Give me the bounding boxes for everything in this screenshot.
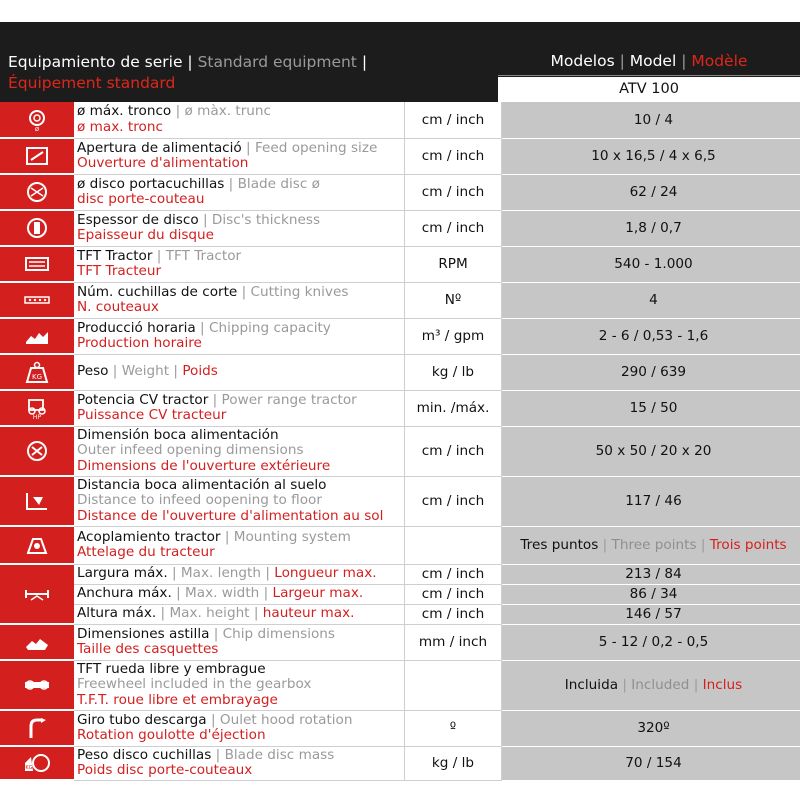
spec-value: 1,8 / 0,7 — [502, 210, 800, 246]
label-fr: Taille des casquettes — [77, 641, 219, 657]
svg-text:HP: HP — [32, 414, 42, 420]
label-fr: Poids — [182, 363, 218, 380]
spec-unit: cm / inch — [405, 564, 502, 584]
header-bar — [0, 22, 800, 102]
hood-rotation-icon — [23, 716, 51, 740]
spec-label: ø disco portacuchillas | Blade disc ø disc porte-couteau — [74, 174, 405, 210]
spec-row — [0, 604, 800, 624]
svg-text:KG: KG — [31, 373, 43, 381]
spec-row — [0, 710, 800, 746]
svg-text:KG: KG — [25, 765, 33, 771]
spec-unit: m³ / gpm — [405, 318, 502, 354]
spec-unit: RPM — [405, 246, 502, 282]
label-es: Largura máx. — [77, 565, 168, 582]
label-fr: hauteur max. — [262, 605, 355, 622]
label-es: Giro tubo descarga — [77, 711, 207, 728]
spec-row — [0, 318, 800, 354]
label-es: Altura máx. — [77, 605, 157, 622]
label-fr: Poids disc porte-couteaux — [77, 762, 253, 778]
spec-label: ø máx. tronco | ø màx. trunc ø max. tronc — [74, 102, 405, 138]
label-fr: Attelage du tracteur — [77, 544, 215, 560]
label-en: Max. width — [185, 585, 260, 602]
spec-row — [0, 174, 800, 210]
spec-label — [74, 476, 405, 526]
blade-disc-icon — [23, 180, 51, 204]
label-fr: TFT Tracteur — [77, 263, 162, 279]
spec-label — [74, 660, 405, 710]
spec-row — [0, 246, 800, 282]
heading-fr: Équipement standard — [8, 74, 176, 92]
infeed-floor-distance-icon — [23, 489, 51, 513]
spec-label: Acoplamiento tractor | Mounting system Attelage du tracteur — [74, 526, 405, 564]
spec-value: 117 / 46 — [502, 476, 800, 526]
label-fr: Epaisseur du disque — [77, 227, 215, 243]
label-en: ø màx. trunc — [184, 103, 272, 120]
equipment-heading: Equipamiento de serie | Standard equipment | Équipement standard — [8, 53, 368, 92]
spec-value: 2 - 6 / 0,53 - 1,6 — [502, 318, 800, 354]
spec-sheet — [0, 22, 800, 780]
spec-label: TFT Tractor | TFT Tractor TFT Tracteur — [74, 246, 405, 282]
trunk-diameter-icon — [23, 108, 51, 132]
label-en: Max. length — [180, 565, 261, 582]
label-fr: Production horaire — [77, 335, 202, 351]
spec-value: 50 x 50 / 20 x 20 — [502, 426, 800, 476]
spec-value: 15 / 50 — [502, 390, 800, 426]
label-fr: disc porte-couteau — [77, 191, 205, 207]
feed-opening-icon — [23, 144, 51, 168]
label-fr: Largeur max. — [272, 585, 364, 602]
label-en: Blade disc mass — [224, 746, 335, 763]
label-es: Producció horaria — [77, 319, 196, 336]
header-divider — [498, 75, 800, 76]
spec-value: 70 / 154 — [502, 746, 800, 780]
spec-value: 10 / 4 — [502, 102, 800, 138]
spec-unit: cm / inch — [405, 138, 502, 174]
label-es: Dimensiones astilla — [77, 625, 210, 642]
spec-unit: min. /máx. — [405, 390, 502, 426]
spec-row — [0, 624, 800, 660]
label-fr: Rotation goulotte d'éjection — [77, 727, 266, 743]
dimensions-icon — [23, 582, 51, 606]
spec-label — [74, 426, 405, 476]
label-fr: T.F.T. roue libre et embrayage — [77, 691, 278, 708]
spec-value: 320º — [502, 710, 800, 746]
spec-unit — [405, 660, 502, 710]
freewheel-icon — [23, 673, 51, 697]
label-es: Potencia CV tractor — [77, 391, 209, 408]
spec-label: Giro tubo descarga | Oulet hood rotation Rotation goulotte d'éjection — [74, 710, 405, 746]
label-es: Espessor de disco — [77, 211, 199, 228]
label-en: Chipping capacity — [208, 319, 331, 336]
heading-es: Equipamiento de serie — [8, 53, 183, 71]
chipping-capacity-icon — [23, 324, 51, 348]
disc-thickness-icon — [23, 216, 51, 240]
chip-dimensions-icon — [23, 630, 51, 654]
label-en: Feed opening size — [254, 139, 378, 156]
label-en: Outer infeed opening dimensions — [77, 442, 304, 459]
heading-en: Standard equipment — [197, 53, 357, 71]
label-en: Blade disc ø — [237, 175, 320, 192]
spec-label: Dimensiones astilla | Chip dimensions Taille des casquettes — [74, 624, 405, 660]
blade-disc-mass-icon — [23, 751, 51, 775]
spec-row — [0, 584, 800, 604]
models-heading: Modelos | Model | Modèle — [550, 52, 748, 70]
spec-row — [0, 390, 800, 426]
spec-value: 4 — [502, 282, 800, 318]
label-es: Peso disco cuchillas — [77, 746, 212, 763]
label-es: TFT Tractor — [77, 247, 153, 264]
outer-infeed-icon — [23, 439, 51, 463]
spec-row — [0, 476, 800, 526]
spec-unit: cm / inch — [405, 604, 502, 624]
label-en: Cutting knives — [250, 283, 349, 300]
spec-label: Espessor de disco | Disc's thickness Epaisseur du disque — [74, 210, 405, 246]
spec-label: Núm. cuchillas de corte | Cutting knives N. couteaux — [74, 282, 405, 318]
spec-unit: mm / inch — [405, 624, 502, 660]
spec-unit: cm / inch — [405, 174, 502, 210]
label-es: Distancia boca alimentación al suelo — [77, 476, 327, 493]
spec-row — [0, 102, 800, 138]
label-fr: N. couteaux — [77, 299, 159, 315]
spec-label: Peso | Weight | Poids — [74, 354, 405, 390]
label-es: Anchura máx. — [77, 585, 172, 602]
label-fr: Distance de l'ouverture d'alimentation au sol — [77, 507, 384, 524]
label-en: Mounting system — [233, 528, 351, 545]
label-en: Chip dimensions — [222, 625, 336, 642]
spec-label: Apertura de alimentació | Feed opening size Ouverture d'alimentation — [74, 138, 405, 174]
spec-unit — [405, 526, 502, 564]
spec-row — [0, 210, 800, 246]
label-es: Acoplamiento tractor — [77, 528, 221, 545]
cutting-knives-icon — [23, 288, 51, 312]
spec-unit: cm / inch — [405, 210, 502, 246]
spec-value: 146 / 57 — [502, 604, 800, 624]
spec-value: 62 / 24 — [502, 174, 800, 210]
label-es: ø disco portacuchillas — [77, 175, 225, 192]
label-en: TFT Tractor — [165, 247, 242, 264]
spec-value: 540 - 1.000 — [502, 246, 800, 282]
spec-value: 213 / 84 — [502, 564, 800, 584]
label-en: Distance to infeed oopening to floor — [77, 492, 322, 509]
spec-unit: kg / lb — [405, 746, 502, 780]
svg-text:ø: ø — [34, 124, 40, 132]
spec-label: Anchura máx. | Max. width | Largeur max. — [74, 584, 405, 604]
spec-row — [0, 426, 800, 476]
spec-label: Producció horaria | Chipping capacity Production horaire — [74, 318, 405, 354]
model-name: ATV 100 — [498, 77, 800, 102]
spec-unit: º — [405, 710, 502, 746]
spec-unit: cm / inch — [405, 102, 502, 138]
label-en: Max. height — [169, 605, 250, 622]
spec-label: Peso disco cuchillas | Blade disc mass Poids disc porte-couteaux — [74, 746, 405, 780]
label-en: Power range tractor — [221, 391, 357, 408]
tractor-pto-icon — [23, 252, 51, 276]
mounting-system-icon — [23, 533, 51, 557]
label-es: TFT rueda libre y embrague — [77, 660, 266, 677]
label-es: Núm. cuchillas de corte — [77, 283, 238, 300]
label-fr: Puissance CV tracteur — [77, 407, 227, 423]
spec-table — [0, 102, 800, 781]
tractor-power-icon — [23, 396, 51, 420]
label-fr: Dimensions de l'ouverture extérieure — [77, 457, 331, 474]
label-es: Apertura de alimentació — [77, 139, 242, 156]
label-fr: Longueur max. — [274, 565, 377, 582]
label-es: Peso — [77, 363, 109, 380]
spec-unit: cm / inch — [405, 476, 502, 526]
spec-row — [0, 138, 800, 174]
spec-unit: cm / inch — [405, 426, 502, 476]
spec-value: Tres puntos | Three points | Trois points — [502, 526, 800, 564]
weight-icon — [23, 360, 51, 384]
spec-label: Altura máx. | Max. height | hauteur max. — [74, 604, 405, 624]
spec-value: 290 / 639 — [502, 354, 800, 390]
label-es: Dimensión boca alimentación — [77, 426, 279, 443]
spec-unit: Nº — [405, 282, 502, 318]
spec-row — [0, 354, 800, 390]
label-es: ø máx. tronco — [77, 103, 172, 120]
spec-label: Largura máx. | Max. length | Longueur max. — [74, 564, 405, 584]
spec-row — [0, 282, 800, 318]
spec-value: 10 x 16,5 / 4 x 6,5 — [502, 138, 800, 174]
spec-value: Incluida | Included | Inclus — [502, 660, 800, 710]
label-en: Oulet hood rotation — [219, 711, 353, 728]
spec-value: 5 - 12 / 0,2 - 0,5 — [502, 624, 800, 660]
spec-value: 86 / 34 — [502, 584, 800, 604]
spec-row — [0, 746, 800, 780]
label-en: Disc's thickness — [211, 211, 321, 228]
label-fr: ø max. tronc — [77, 118, 163, 135]
spec-row — [0, 660, 800, 710]
label-en: Weight — [121, 363, 170, 380]
spec-label: Potencia CV tractor | Power range tractor Puissance CV tracteur — [74, 390, 405, 426]
spec-row — [0, 526, 800, 564]
spec-unit: cm / inch — [405, 584, 502, 604]
label-en: Freewheel included in the gearbox — [77, 676, 312, 693]
spec-row — [0, 564, 800, 584]
spec-unit: kg / lb — [405, 354, 502, 390]
label-fr: Ouverture d'alimentation — [77, 155, 249, 171]
